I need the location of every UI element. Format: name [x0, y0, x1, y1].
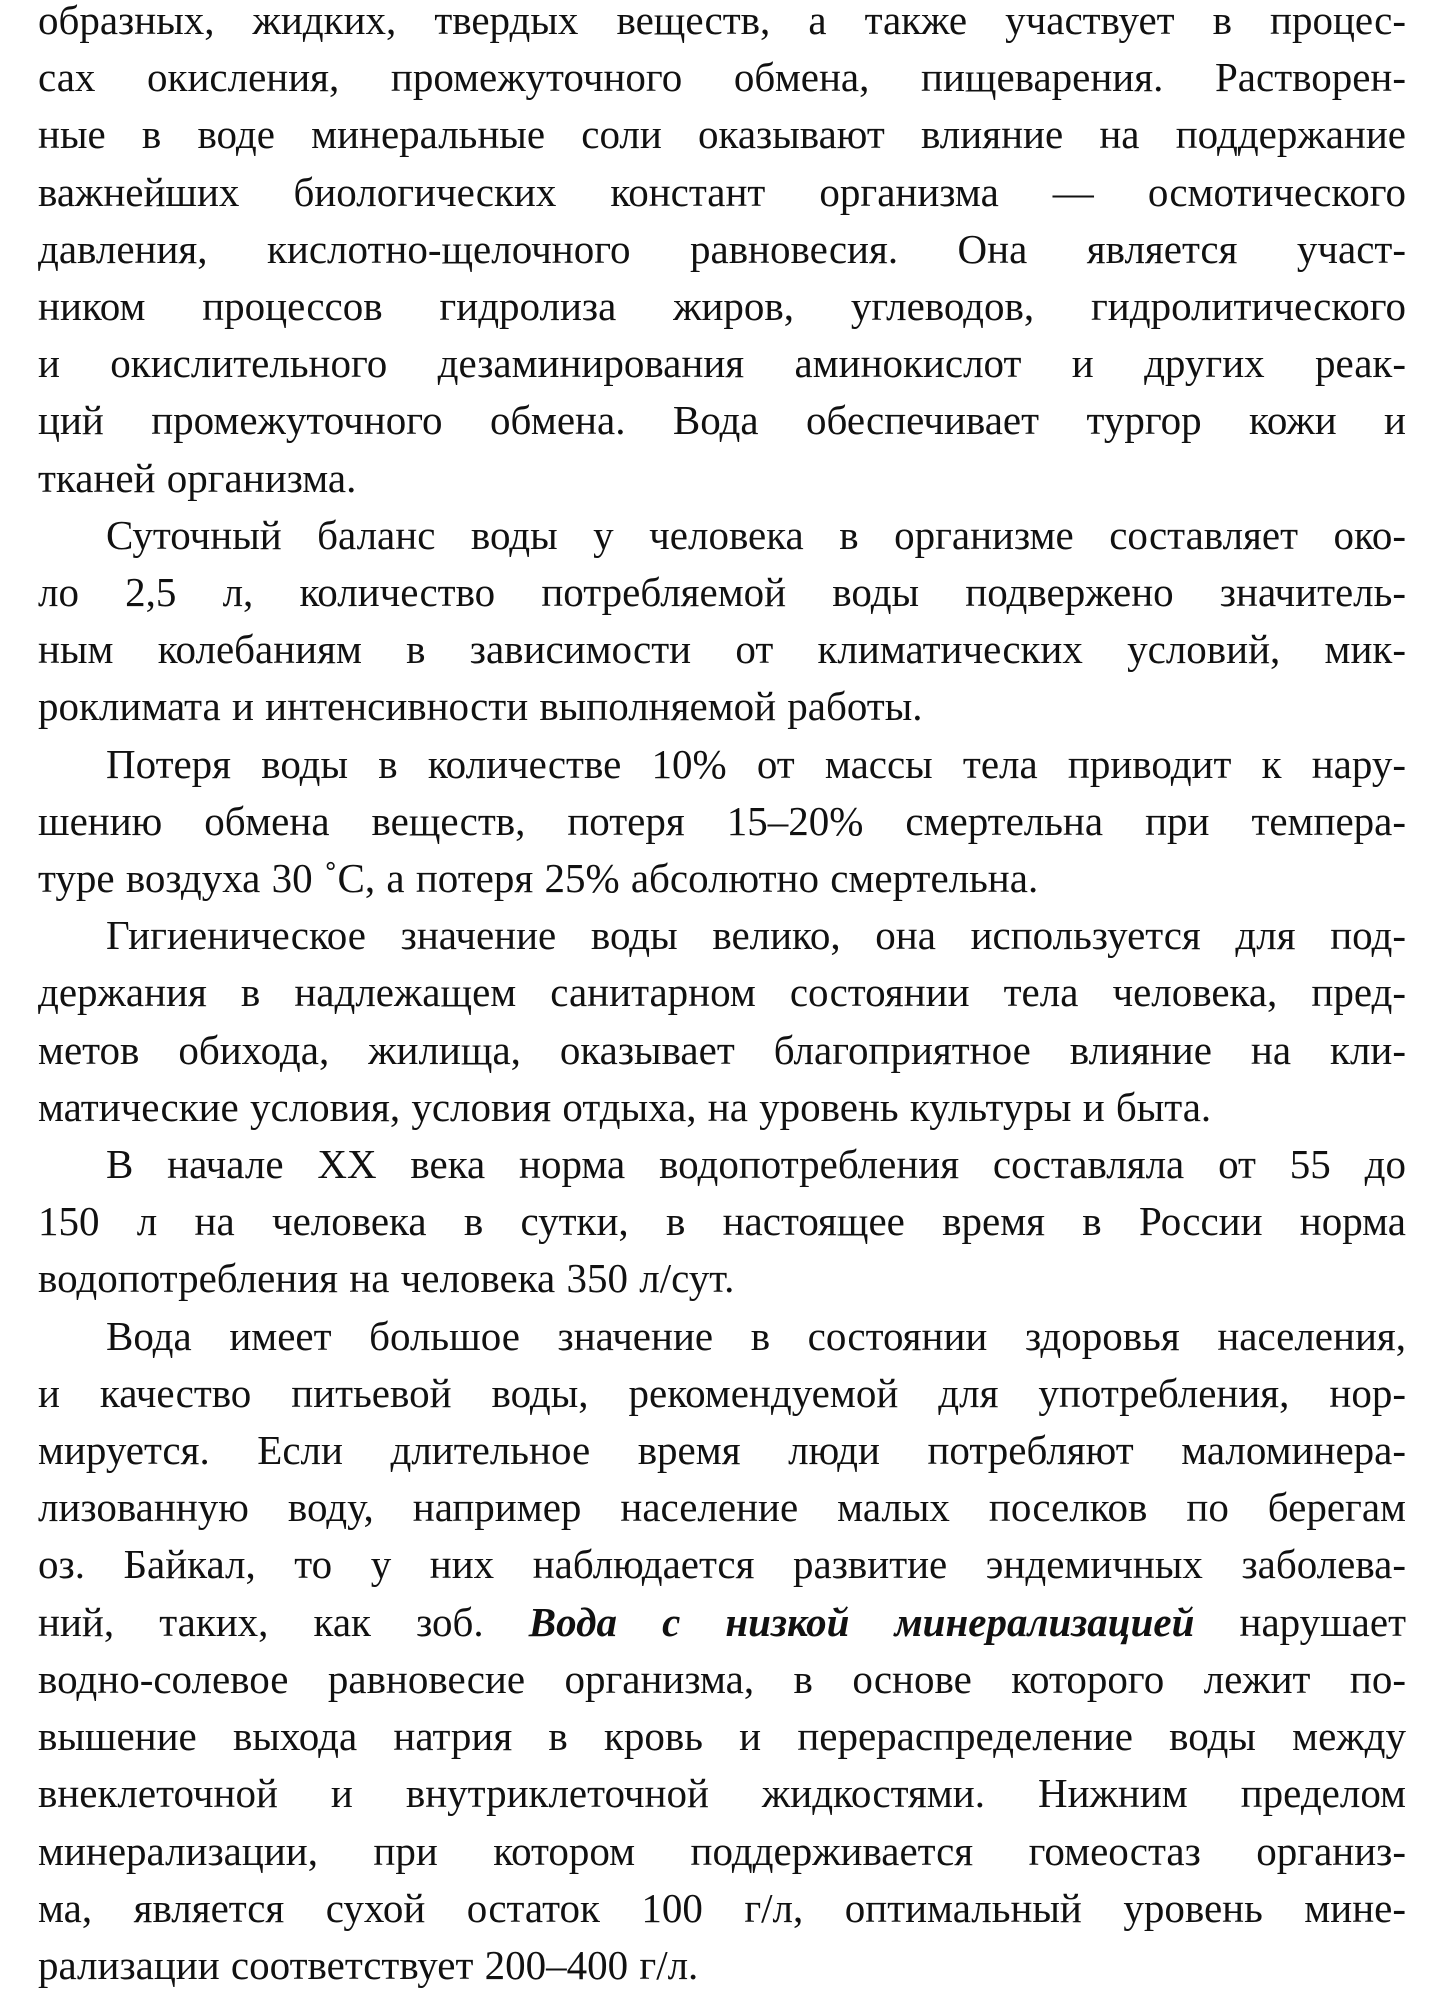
text-line: важнейших биологических констант организма — осмотического [38, 168, 1406, 215]
text-line: роклимата и интенсивности выполняемой работы. [38, 683, 923, 730]
text-line: ло 2,5 л, количество потребляемой воды подвержено значитель- [38, 569, 1406, 616]
text-line: шению обмена веществ, потеря 15–20% смертельна при темпера- [38, 797, 1406, 844]
text-line: В начале XX века норма водопотребления составляла от 55 до [106, 1141, 1406, 1188]
paragraph-1 [38, 0, 1406, 507]
text-line: и качество питьевой воды, рекомендуемой для употребления, нор- [38, 1369, 1406, 1416]
text-line: оз. Байкал, то у них наблюдается развитие эндемичных заболева- [38, 1541, 1406, 1588]
line-suffix: нарушает [1194, 1598, 1406, 1645]
text-line: туре воздуха 30 ˚С, а потеря 25% абсолютно смертельна. [38, 855, 1039, 902]
paragraph-2 [38, 507, 1406, 736]
text-line-with-emphasis [38, 1594, 1406, 1651]
text-line: минерализации, при котором поддерживается гомеостаз организ- [38, 1827, 1406, 1874]
emphasized-term: Вода с низкой минерализацией [528, 1598, 1195, 1645]
paragraph-4 [38, 907, 1406, 1136]
text-line: ником процессов гидролиза жиров, углеводов, гидролитического [38, 283, 1406, 330]
paragraph-6 [38, 1308, 1406, 1994]
text-line: ные в воде минеральные соли оказывают влияние на поддержание [38, 111, 1406, 158]
text-line: водно-солевое равновесие организма, в основе которого лежит по- [38, 1655, 1406, 1702]
paragraph-3 [38, 736, 1406, 908]
text-line: держания в надлежащем санитарном состоянии тела человека, пред- [38, 969, 1406, 1016]
text-line: метов обихода, жилища, оказывает благоприятное влияние на кли- [38, 1026, 1406, 1073]
text-line: водопотребления на человека 350 л/сут. [38, 1255, 735, 1302]
paragraph-5 [38, 1136, 1406, 1308]
text-line: 150 л на человека в сутки, в настоящее время в России норма [38, 1198, 1406, 1245]
text-line: и окислительного дезаминирования аминокислот и других реак- [38, 340, 1406, 387]
text-line: Потеря воды в количестве 10% от массы тела приводит к нару- [106, 740, 1406, 787]
text-line: внеклеточной и внутриклеточной жидкостями. Нижним пределом [38, 1770, 1406, 1817]
text-line: ма, является сухой остаток 100 г/л, оптимальный уровень мине- [38, 1884, 1406, 1931]
text-line: лизованную воду, например население малых поселков по берегам [38, 1484, 1406, 1531]
text-line: Суточный баланс воды у человека в организме составляет око- [106, 511, 1406, 558]
text-line: образных, жидких, твердых веществ, а также участвует в процес- [38, 0, 1406, 43]
text-line: мируется. Если длительное время люди потребляют маломинера- [38, 1427, 1406, 1474]
text-line: Вода имеет большое значение в состоянии здоровья населения, [106, 1312, 1406, 1359]
body-text [38, 0, 1406, 1994]
text-line: тканей организма. [38, 454, 357, 501]
text-line: матические условия, условия отдыха, на уровень культуры и быта. [38, 1083, 1212, 1130]
line-prefix: ний, таких, как зоб. [38, 1598, 529, 1645]
text-line: Гигиеническое значение воды велико, она используется для под- [106, 912, 1406, 959]
text-line: вышение выхода натрия в кровь и перераспределение воды между [38, 1713, 1406, 1760]
text-line: ным колебаниям в зависимости от климатических условий, мик- [38, 626, 1406, 673]
text-line: давления, кислотно-щелочного равновесия. Она является участ- [38, 225, 1406, 272]
text-line: рализации соответствует 200–400 г/л. [38, 1941, 699, 1988]
text-line: ций промежуточного обмена. Вода обеспечивает тургор кожи и [38, 397, 1406, 444]
text-line: сах окисления, промежуточного обмена, пищеварения. Растворен- [38, 54, 1406, 101]
